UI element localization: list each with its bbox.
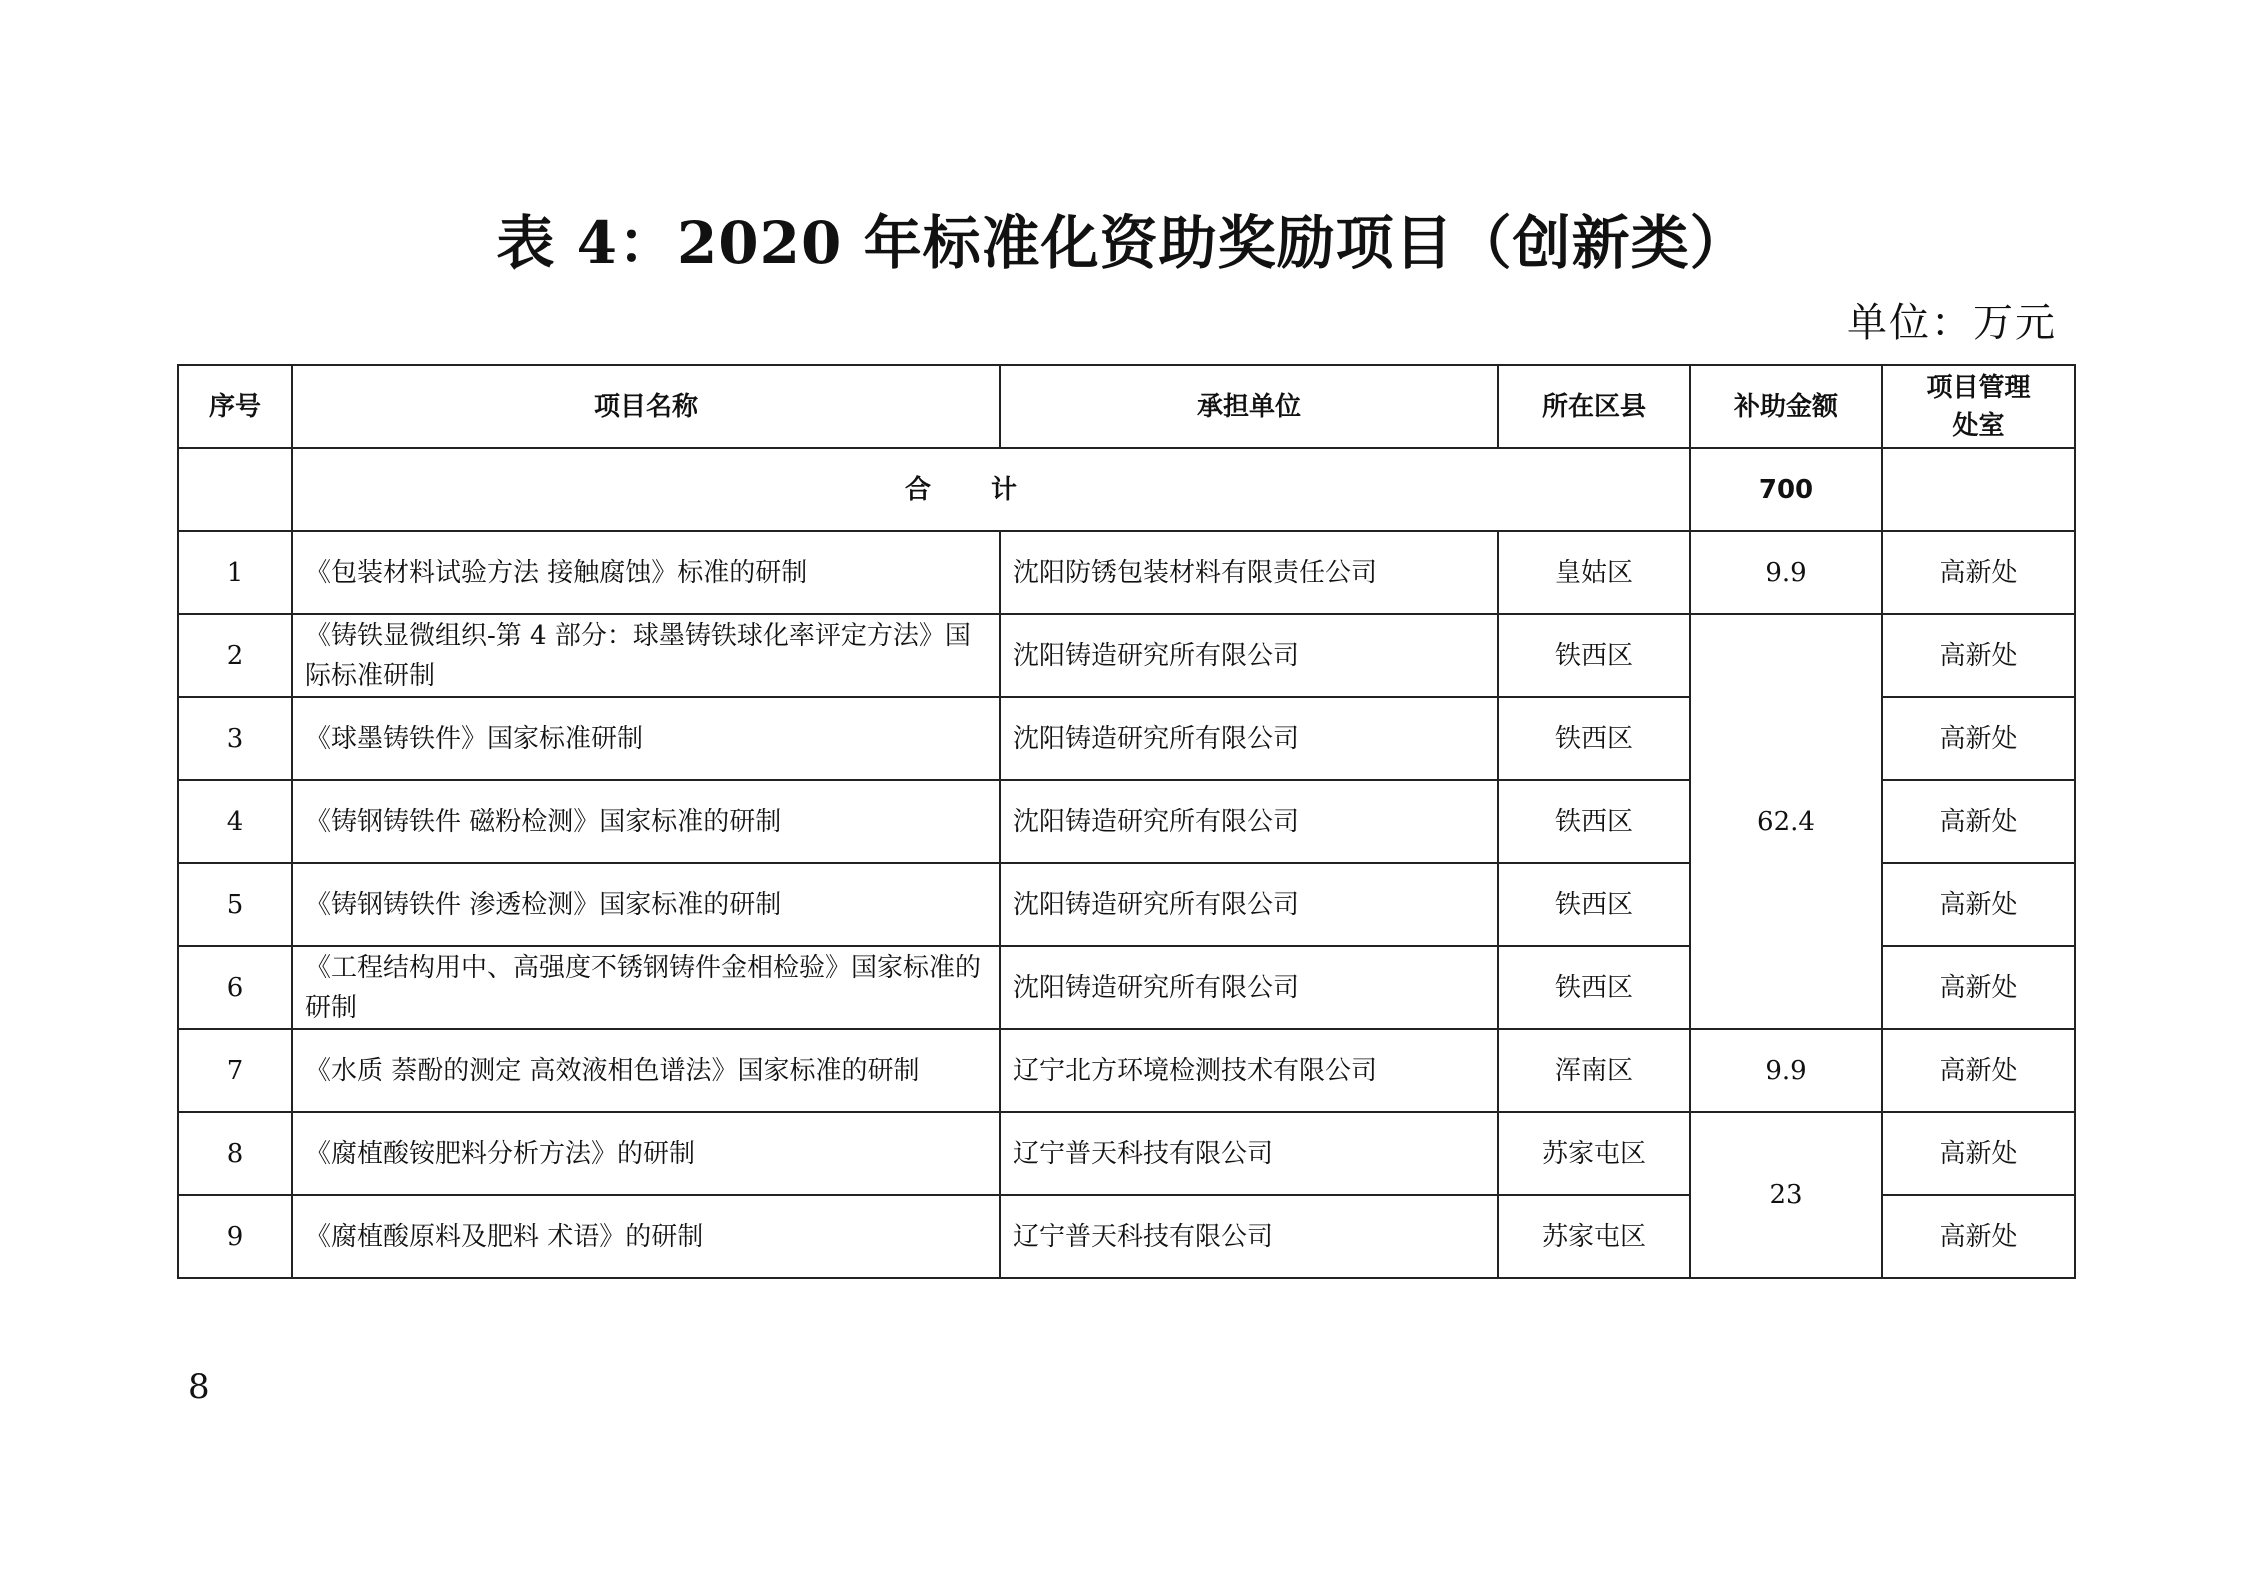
- total-office-cell: [1882, 448, 2075, 531]
- row-organization: 辽宁北方环境检测技术有限公司: [1000, 1029, 1498, 1112]
- row-project-name: 《铸钢铸铁件 渗透检测》国家标准的研制: [292, 863, 1000, 946]
- row-project-name: 《腐植酸原料及肥料 术语》的研制: [292, 1195, 1000, 1278]
- row-amount: 9.9: [1690, 531, 1882, 614]
- row-seq: 1: [178, 531, 292, 614]
- row-project-name: 《铸钢铸铁件 磁粉检测》国家标准的研制: [292, 780, 1000, 863]
- total-amount: 700: [1690, 448, 1882, 531]
- table-row: [178, 531, 2075, 614]
- row-seq: 9: [178, 1195, 292, 1278]
- row-organization: 沈阳铸造研究所有限公司: [1000, 614, 1498, 697]
- row-district: 铁西区: [1498, 946, 1690, 1029]
- row-office: 高新处: [1882, 697, 2075, 780]
- row-district: 浑南区: [1498, 1029, 1690, 1112]
- row-district: 铁西区: [1498, 780, 1690, 863]
- header-organization: 承担单位: [1000, 365, 1498, 448]
- row-office: 高新处: [1882, 863, 2075, 946]
- total-seq-cell: [178, 448, 292, 531]
- funding-table: [177, 364, 2076, 1279]
- row-project-name: 《铸铁显微组织-第 4 部分：球墨铸铁球化率评定方法》国际标准研制: [292, 614, 1000, 697]
- row-district: 铁西区: [1498, 614, 1690, 697]
- row-seq: 8: [178, 1112, 292, 1195]
- row-organization: 沈阳铸造研究所有限公司: [1000, 946, 1498, 1029]
- header-amount: 补助金额: [1690, 365, 1882, 448]
- total-label: 合计: [292, 448, 1690, 531]
- row-amount-merged: 62.4: [1690, 614, 1882, 1029]
- row-district: 苏家屯区: [1498, 1195, 1690, 1278]
- table-row: [178, 614, 2075, 697]
- row-office: 高新处: [1882, 531, 2075, 614]
- row-amount: 9.9: [1690, 1029, 1882, 1112]
- unit-label: 单位：万元: [1847, 300, 2057, 346]
- row-organization: 沈阳铸造研究所有限公司: [1000, 697, 1498, 780]
- row-district: 皇姑区: [1498, 531, 1690, 614]
- table-row: [178, 1112, 2075, 1195]
- row-organization: 沈阳防锈包装材料有限责任公司: [1000, 531, 1498, 614]
- header-seq: 序号: [178, 365, 292, 448]
- row-amount-merged: 23: [1690, 1112, 1882, 1278]
- header-office: 项目管理处室: [1882, 365, 2075, 448]
- table-header-row: [178, 365, 2075, 448]
- row-seq: 4: [178, 780, 292, 863]
- row-district: 苏家屯区: [1498, 1112, 1690, 1195]
- row-project-name: 《包装材料试验方法 接触腐蚀》标准的研制: [292, 531, 1000, 614]
- row-project-name: 《球墨铸铁件》国家标准研制: [292, 697, 1000, 780]
- row-organization: 辽宁普天科技有限公司: [1000, 1195, 1498, 1278]
- row-office: 高新处: [1882, 1112, 2075, 1195]
- row-seq: 6: [178, 946, 292, 1029]
- row-seq: 7: [178, 1029, 292, 1112]
- row-seq: 5: [178, 863, 292, 946]
- document-title: 表 4：2020 年标准化资助奖励项目（创新类）: [496, 209, 1749, 277]
- row-seq: 2: [178, 614, 292, 697]
- header-project-name: 项目名称: [292, 365, 1000, 448]
- row-district: 铁西区: [1498, 697, 1690, 780]
- row-office: 高新处: [1882, 946, 2075, 1029]
- row-organization: 沈阳铸造研究所有限公司: [1000, 780, 1498, 863]
- row-project-name: 《腐植酸铵肥料分析方法》的研制: [292, 1112, 1000, 1195]
- table-row: [178, 1029, 2075, 1112]
- row-project-name: 《工程结构用中、高强度不锈钢铸件金相检验》国家标准的研制: [292, 946, 1000, 1029]
- row-office: 高新处: [1882, 614, 2075, 697]
- row-organization: 沈阳铸造研究所有限公司: [1000, 863, 1498, 946]
- row-office: 高新处: [1882, 1029, 2075, 1112]
- row-project-name: 《水质 萘酚的测定 高效液相色谱法》国家标准的研制: [292, 1029, 1000, 1112]
- row-office: 高新处: [1882, 1195, 2075, 1278]
- row-organization: 辽宁普天科技有限公司: [1000, 1112, 1498, 1195]
- total-row: [178, 448, 2075, 531]
- page-number: 8: [188, 1367, 210, 1407]
- row-office: 高新处: [1882, 780, 2075, 863]
- row-district: 铁西区: [1498, 863, 1690, 946]
- row-seq: 3: [178, 697, 292, 780]
- header-district: 所在区县: [1498, 365, 1690, 448]
